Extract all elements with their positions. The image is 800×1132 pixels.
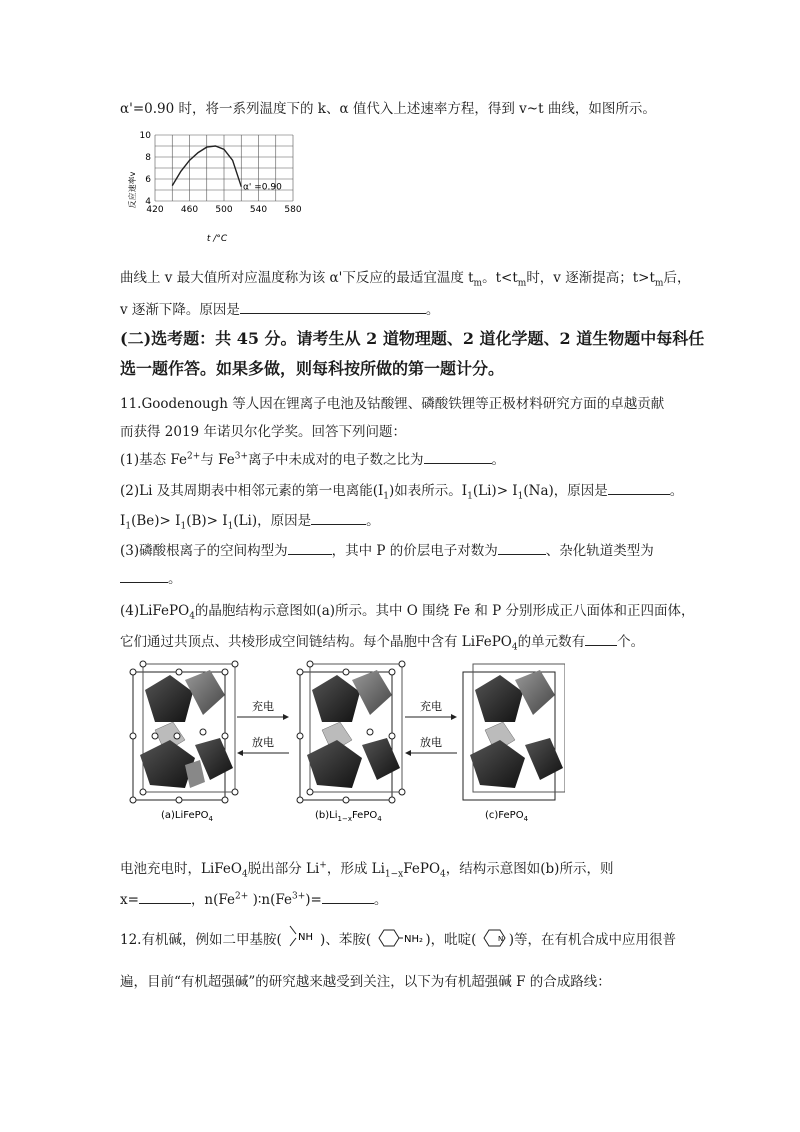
y-tick-label: 8 [145, 153, 151, 163]
rate-temperature-chart [125, 125, 315, 245]
answer-blank[interactable] [608, 482, 670, 495]
caption-b: $(b)Li_{1-x}FePO_4$ [315, 810, 382, 823]
y-tick-label: 10 [139, 131, 151, 141]
pyridine-structure [481, 928, 509, 948]
svg-text:NH₂: NH₂ [404, 934, 424, 945]
q11-intro-2: 而获得 2019 年诺贝尔化学奖。回答下列问题： [120, 424, 406, 440]
x-tick-label: 580 [284, 205, 302, 215]
cell-b-li1-xfepo4 [297, 661, 405, 803]
intro-line: α'=0.90 时，将一系列温度下的 k、α 值代入上述速率方程，得到 v~t 曲线，如图所示。 [120, 101, 656, 117]
x-tick-label: 460 [180, 205, 199, 215]
caption-c: (c)FePO$_4$ [485, 810, 529, 823]
discharge-label-1: 放电 [252, 736, 274, 749]
y-axis-label: 反应速率v [128, 171, 137, 209]
x-tick-label: 540 [249, 205, 268, 215]
charge-label-2: 充电 [420, 700, 442, 713]
aniline-structure [375, 928, 425, 948]
x-axis-label: t /°C [206, 234, 228, 244]
q12-line1: 12.有机碱，例如二甲基胺( NH )、苯胺( NH₂ )，吡啶( N )等，在有机合成中应用很普 [120, 924, 676, 950]
caption-a: (a)LiFePO$_4$ [161, 810, 214, 823]
q11-part3: (3)磷酸根离子的空间构型为 ，其中 P 的价层电子对数为 、杂化轨道类型为 [120, 543, 654, 559]
dimethylamine-structure [286, 924, 320, 950]
answer-blank[interactable] [585, 633, 617, 646]
q11-part4: (4)LiFePO$_4$的晶胞结构示意图如(a)所示。其中 O 围绕 Fe 和 P 分别形成正八面体和正四面体， [120, 603, 695, 622]
answer-blank[interactable] [120, 570, 168, 583]
y-tick-label: 4 [145, 197, 151, 207]
x-tick-label: 420 [146, 205, 164, 215]
crystal-structure-figure [125, 660, 565, 825]
charge-label-1: 充电 [252, 700, 274, 713]
q11-part5b: x= ，$n(Fe^{2+}$ )$∶n(Fe^{3+})=$ 。 [120, 891, 388, 908]
q11-part3b: 。 [120, 567, 182, 587]
q12-line2: 遍，目前“有机超强碱”的研究越来越受到关注，以下为有机超强碱 F 的合成路线： [120, 974, 611, 990]
discharge-label-2: 放电 [420, 736, 442, 749]
optimal-temp-line: 曲线上 v 最大值所对应温度称为该 α'下反应的最适宜温度 $t_m$。$t<t_m$时，v 逐渐提高；$t>t_m$后， [120, 270, 691, 289]
answer-blank[interactable] [139, 891, 191, 904]
svg-text:NH: NH [298, 932, 314, 943]
q11-part5: 电池充电时，LiFeO$_4$脱出部分 Li+，形成 $Li_{1-x}FePO_4$，结构示意图如(b)所示，则 [120, 860, 614, 880]
q11-intro-1: 11.Goodenough 等人因在锂离子电池及钴酸锂、磷酸铁锂等正极材料研究方面的卓越贡献 [120, 396, 665, 412]
cell-c-fepo4 [463, 664, 565, 800]
q11-part1: (1)基态 $Fe^{2+}$与 $Fe^{3+}$离子中未成对的电子数之比为 。 [120, 451, 506, 468]
cell-a-lifepo4 [130, 661, 238, 803]
section-heading-2: 选一题作答。如果多做，则每科按所做的第一题计分。 [120, 359, 505, 378]
q11-part4b: 它们通过共顶点、共棱形成空间链结构。每个晶胞中含有 LiFePO$_4$的单元数有 个。 [120, 634, 645, 653]
answer-blank[interactable] [424, 451, 492, 464]
answer-blank[interactable] [240, 301, 426, 314]
answer-blank[interactable] [498, 542, 546, 555]
answer-blank[interactable] [311, 512, 366, 525]
section-heading-1: (二)选考题：共 45 分。请考生从 2 道物理题、2 道化学题、2 道生物题中每科任 [120, 329, 705, 348]
answer-blank[interactable] [322, 891, 374, 904]
svg-text:N: N [497, 935, 503, 943]
reason-line: v 逐渐下降。原因是 。 [120, 302, 440, 318]
curve-annotation: α' =0.90 [242, 182, 282, 193]
y-tick-label: 6 [145, 175, 151, 185]
answer-blank[interactable] [288, 542, 332, 555]
x-tick-label: 500 [215, 205, 233, 215]
q11-part2b: $I_1(Be)> I_1(B)> I_1(Li)$，原因是 。 [120, 513, 380, 532]
q11-part2: (2)Li 及其周期表中相邻元素的第一电离能$(I_1)$如表所示。$I_1(Li)> I_1(Na)$，原因是 。 [120, 483, 684, 502]
